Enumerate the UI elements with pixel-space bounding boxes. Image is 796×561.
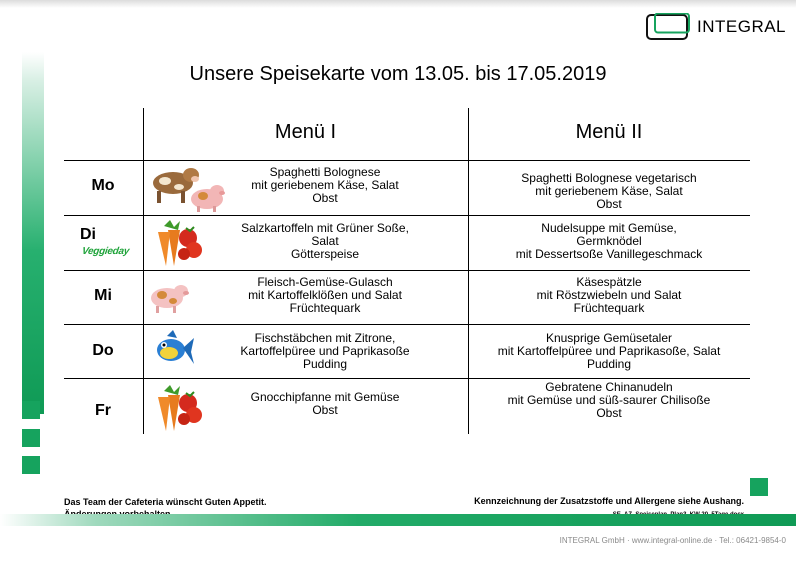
dish-line: mit geriebenem Käse, Salat — [251, 178, 399, 192]
dish-line: Spaghetti Bolognese — [269, 165, 381, 179]
day-label: Fr — [95, 402, 111, 419]
menu1-cell — [190, 222, 460, 261]
dish-line: mit Gemüse und süß-saurer Chilisoße — [507, 393, 711, 407]
page-title: Unsere Speisekarte vom 13.05. bis 17.05.2019 — [189, 63, 607, 85]
grid-line — [143, 108, 144, 434]
dish-line: Obst — [596, 197, 622, 211]
logo-text: INTEGRAL — [697, 17, 787, 36]
veggieday-badge: Veggieday — [81, 246, 130, 257]
dish-line: Kartoffelpüree und Paprikasoße — [240, 344, 410, 358]
dish-line: Fleisch-Gemüse-Gulasch — [257, 275, 393, 289]
day-label: Mo — [91, 177, 115, 194]
dish-line: Knusprige Gemüsetaler — [545, 331, 673, 345]
dish-line: Früchtequark — [289, 301, 361, 315]
dish-line: Pudding — [586, 357, 632, 371]
menu1-cell — [190, 391, 460, 417]
dish-line: Obst — [596, 406, 622, 420]
footer-line: Das Team der Cafeteria wünscht Guten Appetit. — [64, 497, 267, 507]
dish-line: mit Kartoffelpüree und Paprikasoße, Salat — [497, 344, 721, 358]
dish-line: Germknödel — [576, 234, 642, 248]
footer-contact: INTEGRAL GmbH · www.integral-online.de · Tel.: 06421-9854-0 — [559, 536, 786, 545]
dish-line: mit geriebenem Käse, Salat — [535, 184, 683, 198]
dish-line: Nudelsuppe mit Gemüse, — [541, 221, 677, 235]
dish-line: Käsespätzle — [576, 275, 642, 289]
menu2-cell — [468, 172, 750, 211]
day-label: Di — [80, 226, 96, 243]
grid-line — [64, 378, 750, 379]
day-label: Do — [92, 342, 114, 359]
dish-line: Fischstäbchen mit Zitrone, — [254, 331, 396, 345]
dish-line: mit Kartoffelklößen und Salat — [248, 288, 402, 302]
green-square — [22, 401, 40, 419]
footer-allergen-note: Kennzeichnung der Zusatzstoffe und Allergene siehe Aushang. — [474, 496, 744, 506]
menu1-cell — [190, 276, 460, 315]
dish-line: Gnocchipfanne mit Gemüse — [250, 390, 400, 404]
grid-line — [64, 270, 750, 271]
day-label: Mi — [94, 287, 112, 304]
dish-line: Früchtequark — [573, 301, 645, 315]
green-square — [750, 478, 768, 496]
dish-line: Obst — [312, 403, 338, 417]
dish-line: mit Röstzwiebeln und Salat — [536, 288, 682, 302]
dish-line: Gebratene Chinanudeln — [545, 380, 673, 394]
dish-line: Spaghetti Bolognese vegetarisch — [521, 171, 697, 185]
dish-line: mit Dessertsoße Vanillegeschmack — [515, 247, 703, 261]
grid-line — [64, 160, 750, 161]
green-square — [22, 429, 40, 447]
dish-line: Salat — [311, 234, 339, 248]
left-green-bar — [22, 52, 44, 414]
pig-icon — [147, 278, 192, 316]
menu1-cell — [190, 166, 460, 205]
menu2-cell — [468, 276, 750, 315]
dish-line: Götterspeise — [290, 247, 360, 261]
integral-logo — [645, 13, 785, 43]
column-header-menu1: Menü I — [274, 121, 337, 143]
green-square — [22, 456, 40, 474]
logo-mark-icon — [645, 13, 691, 41]
menu1-cell — [190, 332, 460, 371]
menu2-cell — [468, 332, 750, 371]
fish-icon — [151, 328, 195, 372]
dish-line: Salzkartoffeln mit Grüner Soße, — [241, 221, 409, 235]
top-gradient-bar — [0, 0, 796, 8]
dish-line: Obst — [312, 191, 338, 205]
bottom-green-strip — [0, 514, 796, 526]
grid-line — [64, 324, 750, 325]
column-header-menu2: Menü II — [575, 121, 643, 143]
menu2-cell — [468, 222, 750, 261]
grid-line — [64, 215, 750, 216]
menu2-cell — [468, 381, 750, 420]
dish-line: Pudding — [302, 357, 348, 371]
